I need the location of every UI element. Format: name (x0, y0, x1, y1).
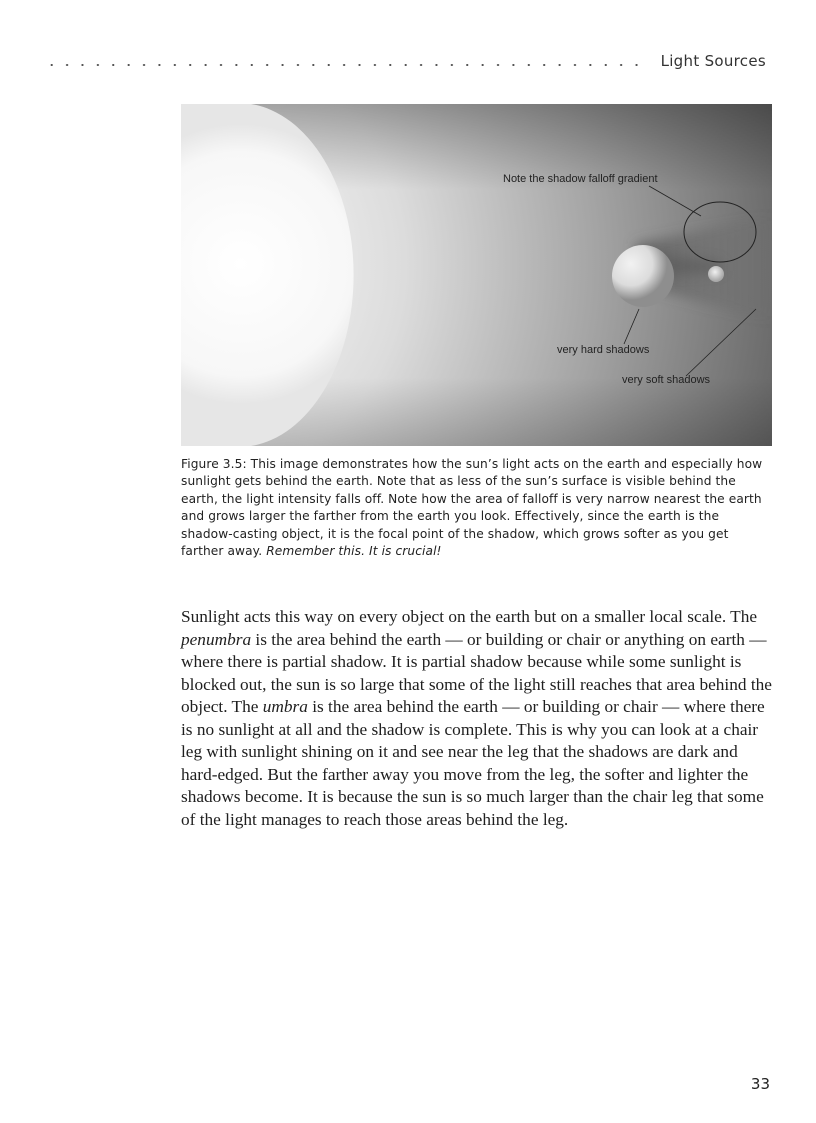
hard-shadows-label: very hard shadows (557, 344, 650, 356)
section-title: Light Sources (660, 52, 766, 70)
small-object-sphere (708, 266, 724, 282)
body-paragraph (181, 606, 773, 831)
falloff-gradient-label: Note the shadow falloff gradient (503, 173, 658, 185)
figure-3-5 (181, 104, 772, 446)
sun-earth-illustration (181, 104, 772, 446)
body-text-part-2: is the area behind the earth — or building or chair or anything on earth — where there is partial shadow. It is partial shadow because while some sunlight is blocked out, the sun is so large that some of the light still reaches that area behind the object. The (181, 629, 772, 716)
soft-shadows-label: very soft shadows (622, 374, 711, 386)
earth-sphere (612, 245, 674, 307)
body-text-part-3: is the area behind the earth — or building or chair — where there is no sunlight at all and the shadow is complete. This is why you can look at a chair leg with sunlight shining on it and see near the leg that the shadows are dark and hard-edged. But the farther away you move from the leg, the softer and lighter the shadows become. It is because the sun is so much larger than the chair leg that some of the light manages to reach those areas behind the leg. (181, 697, 765, 829)
caption-text: Figure 3.5: This image demonstrates how the sun’s light acts on the earth and especially how sunlight gets behind the earth. Note that as less of the sun’s surface is visible behind the earth, the light intensity falls off. Note how the area of falloff is very narrow nearest the earth and grows larger the farther from the earth you look. Effectively, since the earth is the shadow-casting object, it is the focal point of the shadow, which grows softer as you get farther away. (181, 457, 763, 559)
running-header (44, 50, 766, 72)
page-number: 33 (750, 1075, 770, 1093)
dot-leader (44, 64, 649, 66)
figure-caption (181, 456, 772, 560)
caption-emphasis: Remember this. It is crucial! (266, 544, 442, 559)
body-text-part-1: Sunlight acts this way on every object on the earth but on a smaller local scale. The (181, 607, 758, 626)
term-penumbra: penumbra (181, 629, 252, 649)
term-umbra: umbra (262, 697, 308, 716)
